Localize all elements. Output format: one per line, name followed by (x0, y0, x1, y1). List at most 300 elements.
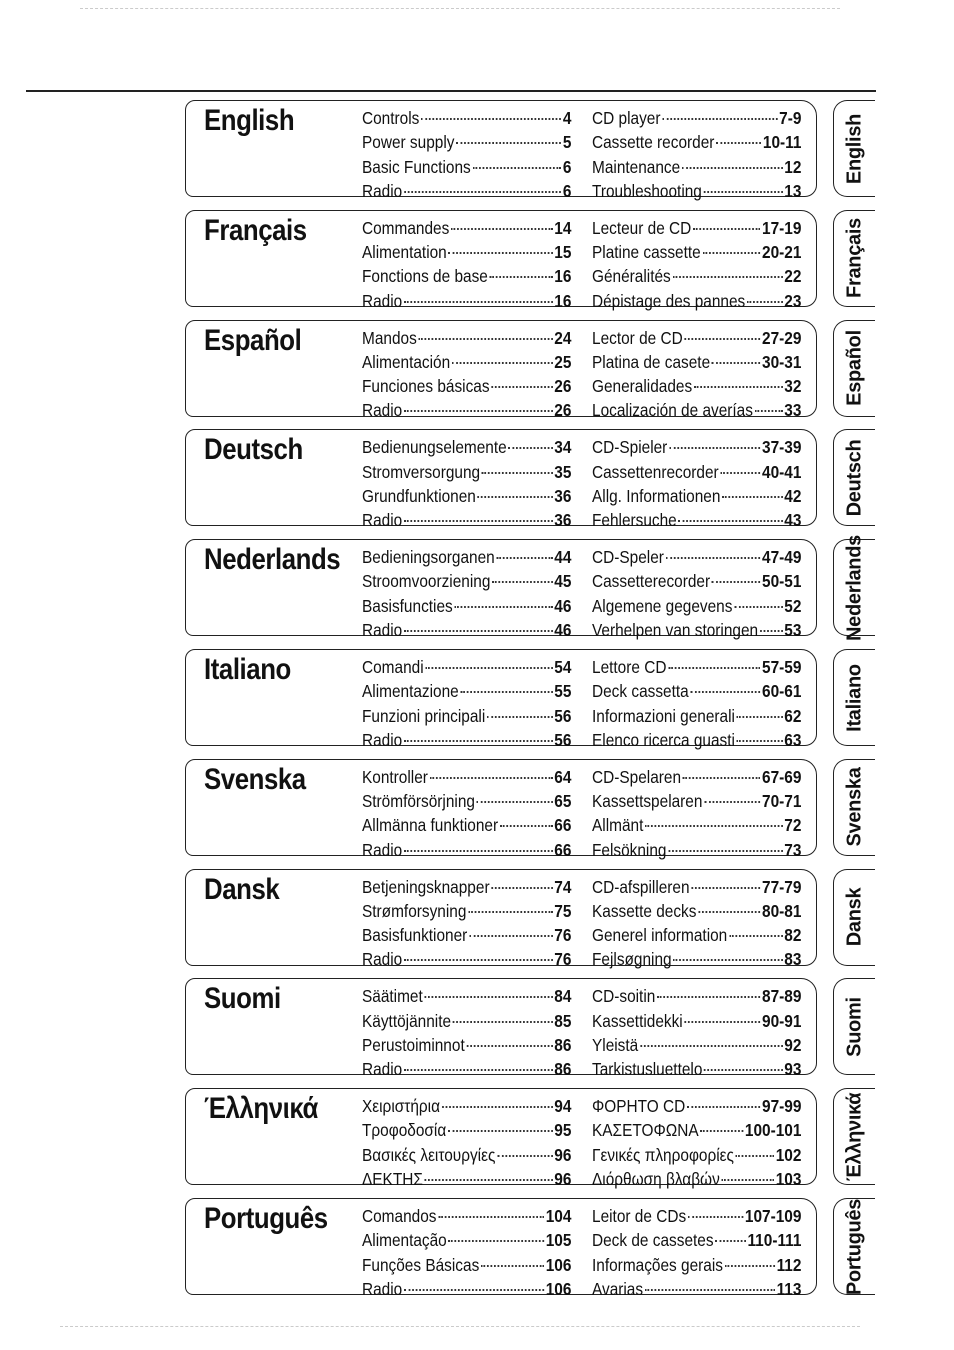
toc-column-left (362, 541, 572, 641)
toc-entry[interactable] (592, 504, 802, 531)
toc-entry-label: Strømforsyning (362, 900, 467, 921)
toc-entry-page: 26 (554, 400, 572, 421)
toc-entry-page: 66 (554, 815, 572, 836)
toc-entry-label: Verhelpen van storingen (592, 620, 759, 641)
dot-leader (668, 830, 782, 852)
dot-leader (737, 696, 783, 718)
toc-entry-label: Τροφοδοσία (362, 1120, 447, 1141)
dot-leader (477, 781, 553, 803)
toc-column-left (362, 322, 572, 419)
toc-entry-page: 107-109 (744, 1206, 802, 1226)
toc-entry-page: 95 (554, 1120, 572, 1141)
dot-leader (715, 1220, 745, 1242)
dot-leader (729, 915, 783, 937)
dot-leader (496, 537, 552, 559)
toc-entry-page: 94 (554, 1096, 572, 1117)
toc-entry-label: Funzioni principali (362, 705, 486, 726)
dot-leader (492, 561, 552, 583)
toc-entry-label: Fonctions de base (362, 266, 488, 287)
dot-leader (500, 805, 553, 827)
dot-leader (666, 537, 761, 559)
toc-entry-page: 7-9 (779, 108, 802, 128)
toc-entry-page: 82 (784, 925, 802, 946)
section-title: Français (204, 213, 307, 247)
toc-entry[interactable] (362, 1273, 571, 1297)
toc-entry-label: Säätimet (362, 986, 423, 1007)
toc-entry-label: Fejlsøgning (592, 949, 672, 970)
toc-entry-label: Alimentación (362, 351, 451, 372)
toc-entry-label: Power supply (362, 132, 455, 153)
toc-entry-label: Basisfunktioner (362, 925, 468, 946)
toc-column-left (362, 651, 572, 748)
toc-entry-page: 56 (554, 705, 572, 726)
section-title: English (204, 104, 295, 137)
dot-leader (404, 830, 553, 852)
dot-leader (684, 318, 760, 340)
toc-column-right (592, 212, 802, 309)
dot-leader (722, 1159, 774, 1181)
toc-entry-page: 32 (784, 376, 802, 397)
dot-leader (734, 586, 782, 608)
toc-entry-label: Basisfuncties (362, 595, 453, 616)
toc-entry-page: 43 (784, 510, 802, 531)
toc-entry-page: 106 (545, 1254, 572, 1275)
toc-entry-page: 44 (554, 547, 572, 568)
toc-entry-page: 65 (554, 791, 572, 812)
toc-entry-label: Mandos (362, 327, 417, 348)
toc-entry-label: Controls (362, 108, 420, 128)
dot-leader (404, 720, 553, 742)
dot-leader (682, 147, 783, 169)
toc-entry-page: 83 (784, 949, 802, 970)
toc-entry-page: 92 (784, 1034, 802, 1055)
toc-column-right (592, 651, 802, 748)
dot-leader (702, 232, 760, 254)
toc-entry[interactable] (362, 614, 572, 641)
toc-entry-page: 97-99 (762, 1096, 802, 1117)
dot-leader (673, 939, 782, 961)
toc-entry-page: 85 (554, 1010, 572, 1031)
dot-leader (657, 976, 760, 998)
toc-entry-label: Leitor de CDs (592, 1206, 687, 1226)
toc-entry-label: Localización de averías (592, 400, 753, 421)
toc-entry-page: 16 (554, 290, 572, 311)
toc-entry-label: Lecteur de CD (592, 217, 692, 238)
toc-entry-page: 5 (562, 132, 572, 153)
toc-entry[interactable] (592, 761, 801, 785)
language-tab-11[interactable] (833, 1198, 875, 1295)
dot-leader (690, 671, 760, 693)
toc-entry-page: 113 (776, 1278, 802, 1299)
toc-entry-page: 74 (554, 876, 572, 897)
toc-entry[interactable] (362, 1053, 572, 1080)
dot-leader (491, 867, 552, 889)
toc-entry-label: Funções Básicas (362, 1254, 480, 1275)
dot-leader (469, 915, 552, 937)
toc-entry-label: Radio (362, 510, 403, 531)
language-tab-label: Suomi (843, 997, 865, 1057)
language-tab-5[interactable] (833, 534, 875, 641)
toc-entry-page: 35 (554, 461, 572, 482)
dot-leader (662, 98, 777, 120)
section-5 (185, 539, 817, 641)
dot-leader (404, 1269, 544, 1291)
toc-entry-label: Alimentazione (362, 681, 459, 702)
dot-leader (683, 757, 761, 779)
toc-entry-label: Kontroller (362, 766, 428, 787)
toc-entry[interactable] (362, 285, 571, 309)
toc-entry-label: Γενικές πληροφορίες (592, 1144, 734, 1165)
toc-entry-page: 30-31 (762, 351, 802, 372)
toc-entry-page: 24 (554, 327, 572, 348)
toc-entry-label: Radio (362, 1278, 403, 1299)
dot-leader (704, 781, 760, 803)
toc-entry-label: Platine cassette (592, 242, 701, 263)
toc-entry-page: 63 (784, 729, 802, 750)
dot-leader (419, 318, 553, 340)
toc-entry-label: Fehlersuche (592, 510, 677, 531)
toc-entry-label: Tarkistusluettelo (592, 1059, 703, 1080)
section-title: Suomi (204, 982, 281, 1016)
dot-leader (404, 610, 553, 632)
toc-entry-label: Radio (362, 839, 403, 860)
toc-entry-label: Radio (362, 729, 403, 750)
toc-entry-label: Informações gerais (592, 1254, 723, 1275)
toc-entry-label: Διόρθωση βλαβών (592, 1169, 720, 1190)
dot-leader (451, 208, 552, 230)
toc-entry-page: 40-41 (762, 461, 802, 482)
section-7 (185, 759, 817, 860)
dot-leader (684, 1001, 760, 1023)
toc-entry-label: ΦΟΡΗΤΟ CD (592, 1096, 686, 1117)
language-tab-label: Svenska (843, 767, 865, 847)
section-4 (185, 429, 817, 531)
toc-entry-label: ΚΑΣΕΤΟΦΩΝΑ (592, 1120, 699, 1141)
toc-entry-label: Generel information (592, 925, 728, 946)
toc-entry[interactable] (362, 834, 571, 858)
toc-entry-page: 62 (784, 705, 802, 726)
toc-entry-label: CD-Spieler (592, 437, 668, 458)
dot-leader (755, 390, 783, 412)
dot-leader (736, 1135, 774, 1157)
toc-entry-page: 112 (776, 1254, 802, 1275)
toc-entry[interactable] (592, 541, 802, 568)
language-tab-3[interactable] (833, 320, 875, 417)
toc-column-right (592, 871, 802, 968)
language-tab-9[interactable] (833, 978, 875, 1075)
dot-leader (704, 1049, 782, 1071)
toc-entry-label: Allmänna funktioner (362, 815, 499, 836)
toc-entry[interactable] (362, 504, 572, 531)
dot-leader (693, 208, 760, 230)
toc-entry-label: Lector de CD (592, 327, 683, 348)
toc-entry-page: 87-89 (762, 986, 802, 1007)
toc-entry-label: Bedieningsorganen (362, 547, 495, 568)
dot-leader (472, 147, 561, 169)
toc-entry[interactable] (362, 1163, 572, 1190)
toc-entry-page: 53 (784, 620, 802, 641)
toc-column-right (592, 761, 802, 858)
toc-entry-label: Käyttöjännite (362, 1010, 452, 1031)
toc-entry-page: 67-69 (762, 766, 802, 787)
dot-leader (487, 696, 553, 718)
toc-entry[interactable] (592, 724, 801, 748)
dot-leader (645, 805, 782, 827)
toc-column-right (592, 431, 802, 531)
toc-entry-label: CD player (592, 108, 661, 128)
toc-entry-page: 100-101 (744, 1120, 802, 1141)
dot-leader (456, 122, 561, 144)
toc-entry[interactable] (592, 614, 802, 641)
dot-leader (438, 1196, 544, 1218)
toc-entry-page: 33 (784, 400, 802, 421)
toc-entry-page: 72 (784, 815, 802, 836)
dot-leader (669, 427, 760, 449)
language-tab-6[interactable] (833, 649, 875, 746)
toc-entry-page: 15 (554, 242, 572, 263)
toc-entry-label: Funciones básicas (362, 376, 490, 397)
toc-entry-page: 54 (554, 657, 572, 677)
dot-leader (478, 476, 553, 498)
toc-column-left (362, 871, 572, 968)
dot-leader (425, 976, 553, 998)
toc-entry[interactable] (592, 1163, 802, 1190)
toc-entry-page: 36 (554, 510, 572, 531)
dot-leader (747, 281, 783, 303)
dot-leader (698, 891, 760, 913)
toc-entry-page: 93 (784, 1059, 802, 1080)
toc-entry-label: Cassettenrecorder (592, 461, 719, 482)
toc-entry-page: 55 (554, 681, 572, 702)
language-tab-label: English (843, 113, 865, 184)
toc-entry[interactable] (592, 1090, 802, 1117)
toc-entry-page: 64 (554, 766, 572, 787)
toc-entry-page: 86 (554, 1059, 572, 1080)
toc-entry-page: 46 (554, 595, 572, 616)
toc-entry-page: 25 (554, 351, 572, 372)
toc-entry-page: 76 (554, 925, 572, 946)
dot-leader (508, 427, 552, 449)
language-tab-1[interactable] (833, 100, 875, 197)
dot-leader (460, 671, 552, 693)
toc-entry-label: Kassettidekki (592, 1010, 683, 1031)
toc-entry[interactable] (592, 834, 801, 858)
section-title: Português (204, 1202, 328, 1235)
toc-entry-page: 13 (784, 180, 802, 201)
toc-entry-label: Stroomvoorziening (362, 571, 491, 592)
toc-entry-label: Kassettspelaren (592, 791, 703, 812)
toc-entry[interactable] (592, 943, 802, 970)
toc-column-left (362, 1090, 572, 1190)
toc-entry-label: Strömförsörjning (362, 791, 475, 812)
dot-leader (640, 1025, 783, 1047)
toc-entry[interactable] (362, 724, 571, 748)
dot-leader (737, 720, 783, 742)
dot-leader (491, 366, 552, 388)
language-tab-label: Español (843, 330, 865, 406)
dot-leader (720, 452, 760, 474)
dot-leader (716, 122, 761, 144)
toc-entry-label: Yleistä (592, 1034, 639, 1055)
dot-leader (442, 1086, 553, 1108)
dot-leader (404, 390, 553, 412)
toc-entry-label: Βασικές λειτουργίες (362, 1144, 496, 1165)
dot-leader (668, 647, 760, 669)
toc-column-right (592, 102, 802, 199)
toc-entry-page: 56 (554, 729, 572, 750)
toc-entry[interactable] (592, 102, 801, 126)
dot-leader (673, 256, 783, 278)
toc-entry-label: Stromversorgung (362, 461, 481, 482)
section-6 (185, 649, 817, 750)
section-9 (185, 978, 817, 1080)
toc-entry-page: 6 (562, 180, 572, 201)
language-tab-7[interactable] (833, 759, 875, 856)
toc-entry-label: Generalidades (592, 376, 693, 397)
toc-column-right (592, 1090, 802, 1190)
toc-entry[interactable] (592, 1200, 801, 1224)
toc-entry-label: Généralités (592, 266, 671, 287)
toc-entry-page: 52 (784, 595, 802, 616)
toc-entry[interactable] (362, 394, 572, 421)
toc-entry-label: Basic Functions (362, 156, 471, 177)
language-tab-label: Deutsch (843, 439, 865, 517)
toc-entry[interactable] (362, 943, 572, 970)
toc-entry[interactable] (592, 322, 801, 346)
toc-entry-label: Elenco ricerca guasti (592, 729, 735, 750)
toc-entry-page: 90-91 (762, 1010, 802, 1031)
section-title: Έλληνικά (204, 1092, 318, 1126)
toc-entry-label: Alimentação (362, 1230, 447, 1251)
section-2 (185, 210, 817, 311)
dot-leader (497, 1135, 552, 1157)
toc-entry-label: ΔΕΚΤΗΣ (362, 1169, 423, 1190)
toc-entry-label: Betjeningsknapper (362, 876, 490, 897)
toc-entry-page: 14 (554, 217, 572, 238)
dot-leader (404, 500, 553, 522)
toc-entry-label: Χειριστήρια (362, 1096, 440, 1117)
toc-entry-label: Felsökning (592, 839, 667, 860)
toc-entry-label: Bedienungselemente (362, 437, 507, 458)
dot-leader (679, 500, 783, 522)
dot-leader (421, 98, 561, 120)
dot-leader (712, 342, 760, 364)
toc-entry-page: 6 (562, 156, 572, 177)
language-tab-label: Italiano (843, 663, 865, 732)
toc-entry-page: 77-79 (762, 876, 802, 897)
toc-entry[interactable] (592, 871, 801, 895)
toc-entry[interactable] (592, 431, 802, 458)
language-tab-8[interactable] (833, 869, 875, 966)
toc-entry-label: Radio (362, 620, 403, 641)
language-tab-2[interactable] (833, 210, 875, 307)
scan-artifact-bottom (60, 1326, 860, 1333)
dot-leader (425, 1159, 553, 1181)
toc-entry-label: Algemene gegevens (592, 595, 733, 616)
toc-entry-page: 57-59 (762, 657, 802, 677)
toc-entry[interactable] (592, 285, 801, 309)
toc-entry-label: Lettore CD (592, 657, 667, 677)
toc-entry-label: CD-Speler (592, 547, 664, 568)
dot-leader (452, 342, 553, 364)
toc-column-left (362, 980, 572, 1080)
section-8 (185, 869, 817, 970)
toc-entry-page: 46 (554, 620, 572, 641)
toc-entry-label: Kassette decks (592, 900, 697, 921)
section-1 (185, 100, 817, 201)
dot-leader (712, 561, 760, 583)
toc-column-left (362, 102, 572, 199)
toc-entry-page: 26 (554, 376, 572, 397)
toc-column-left (362, 761, 572, 858)
toc-entry-page: 16 (554, 266, 572, 287)
toc-entry-page: 96 (554, 1144, 572, 1165)
toc-entry-label: Radio (362, 1059, 403, 1080)
toc-entry-page: 34 (554, 437, 572, 458)
toc-entry[interactable] (592, 1053, 802, 1080)
section-title: Italiano (204, 653, 291, 686)
toc-entry-page: 106 (545, 1278, 572, 1299)
dot-leader (694, 366, 783, 388)
language-tab-10[interactable] (833, 1088, 875, 1185)
toc-entry-page: 76 (554, 949, 572, 970)
toc-entry-label: Deck cassetta (592, 681, 689, 702)
toc-entry-label: Cassette recorder (592, 132, 715, 153)
toc-entry-label: Allg. Informationen (592, 485, 721, 506)
language-tab-4[interactable] (833, 429, 875, 526)
toc-entry[interactable] (592, 175, 801, 199)
dot-leader (454, 586, 552, 608)
toc-entry-label: CD-afspilleren (592, 876, 690, 897)
toc-entry[interactable] (362, 175, 571, 199)
toc-entry-label: Comandi (362, 657, 424, 677)
dot-leader (430, 757, 553, 779)
toc-entry-page: 96 (554, 1169, 572, 1190)
toc-entry[interactable] (592, 1273, 801, 1297)
toc-entry-page: 20-21 (762, 242, 802, 263)
toc-entry-label: Alimentation (362, 242, 447, 263)
toc-entry-label: Avarias (592, 1278, 644, 1299)
dot-leader (645, 1269, 775, 1291)
dot-leader (404, 171, 561, 193)
toc-entry-label: Perustoiminnot (362, 1034, 465, 1055)
dot-leader (453, 1001, 553, 1023)
section-title: Svenska (204, 762, 306, 796)
toc-entry[interactable] (592, 212, 801, 236)
section-title: Español (204, 323, 302, 357)
toc-column-right (592, 980, 802, 1080)
toc-column-left (362, 1200, 572, 1297)
dot-leader (404, 281, 553, 303)
toc-entry-label: Comandos (362, 1206, 437, 1226)
toc-entry-page: 75 (554, 900, 572, 921)
toc-column-right (592, 322, 802, 419)
toc-entry-label: CD-soitin (592, 986, 656, 1007)
toc-entry-page: 4 (562, 108, 572, 128)
toc-entry[interactable] (592, 394, 802, 421)
toc-column-left (362, 212, 572, 309)
toc-entry-page: 70-71 (762, 791, 802, 812)
toc-entry-page: 12 (784, 156, 802, 177)
toc-entry-page: 60-61 (762, 681, 802, 702)
dot-leader (722, 476, 782, 498)
toc-entry-page: 10-11 (762, 132, 802, 153)
dot-leader (760, 610, 783, 632)
toc-entry-label: Platina de casete (592, 351, 711, 372)
toc-column-right (592, 1200, 802, 1297)
dot-leader (481, 1245, 544, 1267)
dot-leader (687, 1086, 760, 1108)
